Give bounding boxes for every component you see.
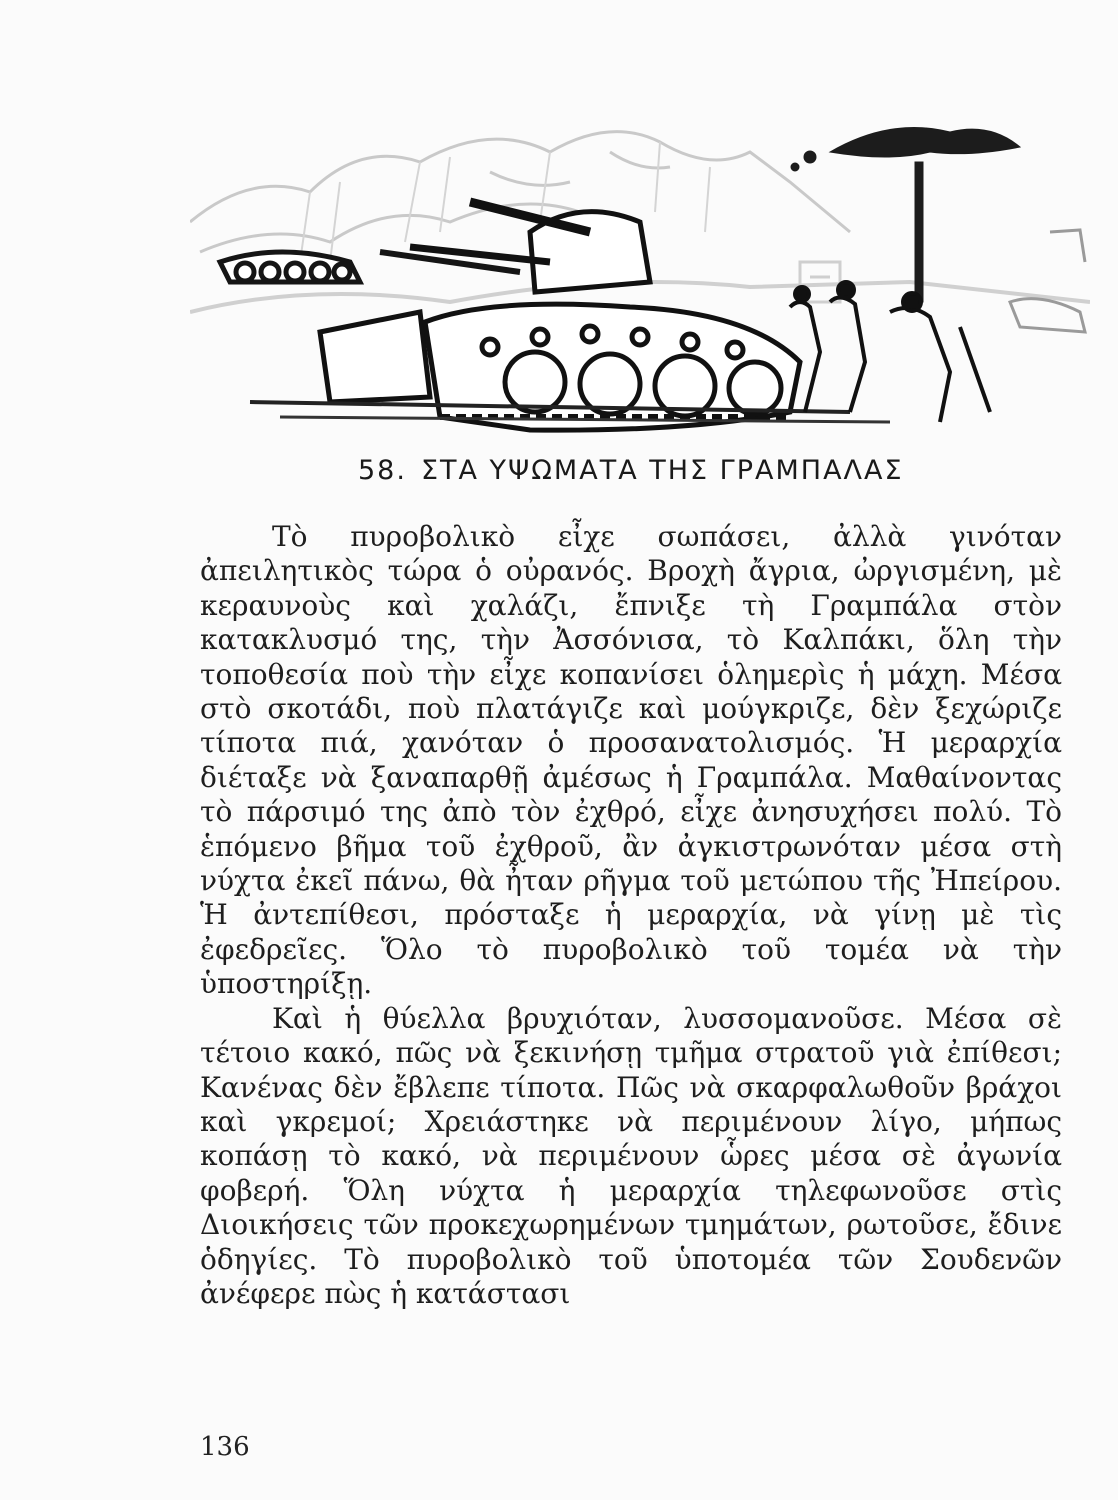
tank-battle-illustration-icon [190, 112, 1090, 452]
right-rocks [1010, 230, 1085, 332]
chapter-number: 58. [358, 455, 407, 486]
paragraph-2: Καὶ ἡ θύελλα βρυχιόταν, λυσσομανοῦσε. Μέσα σὲ τέτοιο κακό, πῶς νὰ ξεκινήσῃ τμῆμα στρατοῦ γιὰ ἐπίθεσι; Κανένας δὲν ἔβλεπε τίποτα. Πῶς νὰ σκαρφαλωθοῦν βράχοι καὶ γκρεμοί; Χρειάστηκε νὰ περιμένουν λίγο, μήπως κοπάσῃ τὸ κακό, νὰ περιμένουν ὧρες μέσα σὲ ἀγωνία φοβερή. Ὅλη νύχτα ἡ μεραρχία τηλεφωνοῦσε στὶς Διοικήσεις τῶν προκεχωρημένων τμημάτων, ρωτοῦσε, ἔδινε ὁδηγίες. Τὸ πυροβολικὸ τοῦ ὑποτομέα τῶν Σουδενῶν ἀνέφερε πὼς ἡ κατάστασι [200, 1001, 1062, 1310]
page-number: 136 [200, 1432, 250, 1462]
body-text [200, 520, 1062, 1311]
main-tank [320, 202, 800, 430]
chapter-title-text: ΣΤΑ ΥΨΩΜΑΤΑ ΤΗΣ ΓΡΑΜΠΑΛΑΣ [420, 455, 904, 486]
mountains-background [190, 132, 850, 252]
chapter-title [358, 455, 958, 486]
paragraph-1: Τὸ πυροβολικὸ εἶχε σωπάσει, ἀλλὰ γινόταν ἀπειλητικὸς τώρα ὁ οὐρανός. Βροχὴ ἄγρια, ὠργισμένη, μὲ κεραυνοὺς καὶ χαλάζι, ἔπνιξε τὴ Γραμπάλα στὸν κατακλυσμό της, τὴν Ἀσσόνισα, τὸ Καλπάκι, ὅλη τὴν τοποθεσία ποὺ τὴν εἶχε κοπανίσει ὁλημερὶς ἡ μάχη. Μέσα στὸ σκοτάδι, ποὺ πλατάγιζε καὶ μούγκριζε, δὲν ξεχώριζε τίποτα πιά, χανόταν ὁ προσανατολισμός. Ἡ μεραρχία διέταξε νὰ ξαναπαρθῇ ἀμέσως ἡ Γραμπάλα. Μαθαίνοντας τὸ πάρσιμό της ἀπὸ τὸν ἐχθρό, εἶχε ἀνησυχήσει πολύ. Τὸ ἑπόμενο βῆμα τοῦ ἐχθροῦ, ἂν ἀγκιστρωνόταν μέσα στὴ νύχτα ἐκεῖ πάνω, θὰ ἦταν ρῆγμα τοῦ μετώπου τῆς Ἠπείρου. Ἡ ἀντεπίθεσι, πρόσταξε ἡ μεραρχία, νὰ γίνῃ μὲ τὶς ἐφεδρεῖες. Ὅλο τὸ πυροβολικὸ τοῦ τομέα νὰ τὴν ὑποστηρίξῃ. [200, 520, 1062, 1001]
